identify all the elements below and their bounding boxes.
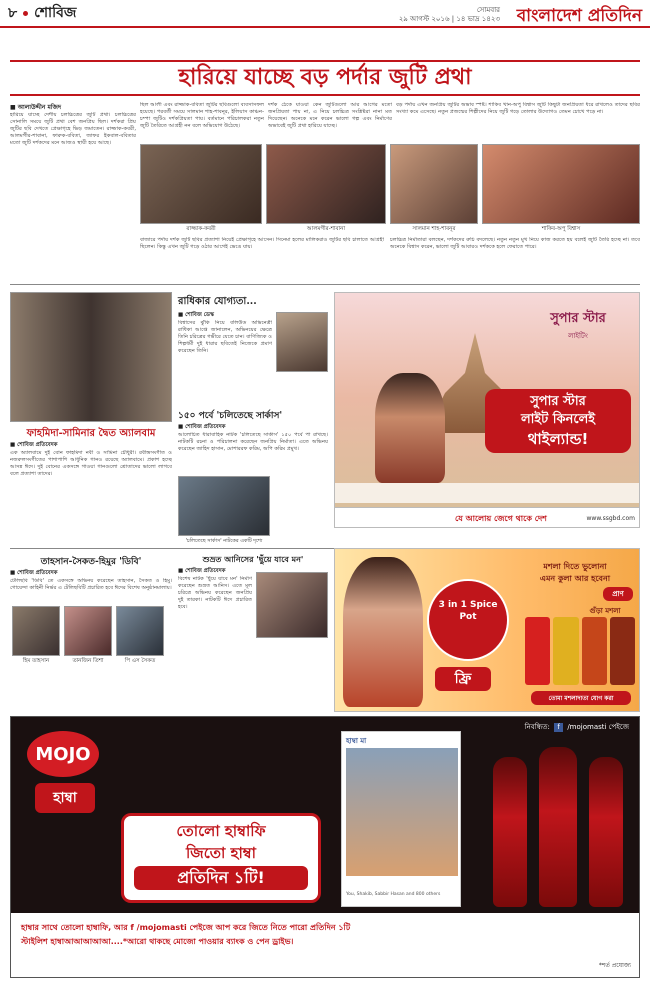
superstar-terms (335, 483, 640, 503)
photo-salman-shabnur (390, 144, 478, 224)
superstar-model (375, 373, 445, 483)
issue-date-text: ২৯ আগস্ট ২০১৬ | ১৪ ভাদ্র ১৪২৩ (398, 15, 500, 23)
mojo-hamba-logo: হাম্বা (35, 783, 95, 813)
photo-shwapno (256, 572, 328, 638)
story-shwapno-body: বিশেষ নাটক 'ছুঁয়ে যাবে মন' নির্মাণ করেছেন শুভ্রত আনিস। এতে মূল চরিত্রে অভিনয় করেছেন জনপ্রিয় দুই তারকা। নাটকটি ঈদে প্রচারিত হবে। (178, 576, 252, 610)
issue-date (390, 6, 500, 24)
story-tahsan-title: তাহসান-সৈকত-হিমুর 'ডিবি' (40, 557, 142, 567)
feature-byline: ■ আলাউদ্দীন মজিদ (10, 104, 62, 111)
caption-alamgir-shabana: আলমগীর-শাবানা (306, 226, 346, 232)
mojo-logo: MOJO (27, 731, 99, 777)
spice-line-1: মশলা দিতে ভুলোনা (543, 562, 607, 571)
mojo-bottom-line-1: হাম্বার সাথে তোলো হাম্বাফি, আর f /mojomasti পেইজে আপ করে জিতে নিতে পারো প্রতিদিন ১টি (21, 923, 351, 932)
mojo-sponsor-handle: /mojomasti পেইজে (567, 723, 629, 731)
mojo-bottom-bar (11, 913, 640, 978)
mojo-bottom-line-2: স্টাইলিশ হাম্বাআআআআআ....*আরো থাকছে মোজো পাওয়ার ব্যাংক ও পেন ড্রাইভ। (21, 937, 294, 946)
story-tahsan-body: টেলিছবি 'ডিবি' তে একসঙ্গে অভিনয় করেছেন তাহসান, সৈকত ও হিমু। গোয়েন্দা কাহিনী নির্ভর এ টেলিছবিটি প্রচারিত হবে ঈদের বিশেষ অনুষ্ঠানমালায়। (10, 578, 172, 591)
caption-tisha: তানজিন তিশা (72, 658, 104, 664)
mojo-post-stats: You, Shakib, Sabbir Hasan and 800 others (346, 892, 441, 897)
superstar-website: www.ssgbd.com (586, 515, 635, 522)
spice-packets (525, 617, 635, 685)
spice-line-2: এমন কুলা আর হবেনা (539, 574, 611, 583)
feature-body-3: দর্শক ঠেকে যাওয়া কেন জুটিগুলো আর আগের মতো জনপ্রিয়তা পায় না, এ নিয়ে চলচ্চিত্র সংশ্লিষ্টরা নানা মত দিয়েছেন। অনেকে মনে করেন ভালো গল্প এবং নির্মাণের অভাবেই জুটি প্রথা হারিয়ে যাচ্ছে। (268, 102, 392, 129)
spice-packet-4 (610, 617, 635, 685)
story-circus-body: আলোচিত ধারাবাহিক নাটক 'চলিতেছে সার্কাস' ১৫০ পর্বে পা রাখছে। নাটকটি রচনা ও পরিচালনা করেছেন জনপ্রিয় নির্মাতা। এতে অভিনয় করেছেন জাহিদ হাসান, মোশাররফ করিম, অপি করিম প্রমুখ। (178, 432, 328, 452)
caption-razzak-kabori: রাজ্জাক-কবরী (186, 226, 216, 232)
story-tahsan-body-2 (10, 668, 172, 708)
section-divider-1 (10, 284, 640, 285)
feature-body-4: বড় পর্দায় এখন জনপ্রিয় জুটির অভাব স্পষ্ট। শাকিব খান-অপু বিশ্বাস জুটি কিছুটা জনপ্রিয়তা ধরে রাখলেও তাদের ছবির সংখ্যা কমে এসেছে। নতুন প্রজন্মের শিল্পীদের নিয়ে জুটি গড়ে তোলার উদ্যোগও তেমন চোখে পড়ে না। (396, 102, 640, 115)
feature-headline-bar (10, 60, 640, 96)
ad-spice (334, 548, 640, 712)
story-shwapno-title: শুভ্রত আনিসের 'ছুঁয়ে যাবে মন' (202, 554, 304, 564)
ad-mojo (10, 716, 640, 978)
caption-shakib-apu: শাকিব-অপু বিশ্বাস (541, 226, 581, 232)
photo-tisha (64, 606, 112, 656)
story-shwapno-label: ■ শোবিজ প্রতিবেদক (178, 568, 226, 574)
ad-superstar (334, 292, 640, 528)
superstar-logo (535, 309, 621, 342)
photo-fahmida-samina (10, 292, 172, 422)
section-title: শোবিজ (34, 5, 77, 21)
mojo-fb-post (341, 731, 461, 907)
spice-packet-2 (553, 617, 578, 685)
superstar-headline-3: থাইল্যান্ড! (527, 430, 589, 448)
photo-radhika (276, 312, 328, 372)
story-radhika-label: ■ শোবিজ ডেস্ক (178, 312, 214, 318)
superstar-sub: লাইটিং (568, 332, 588, 340)
section-divider-2 (10, 548, 334, 549)
superstar-footer: যে আলোয় জেগে থাকে দেশ (455, 514, 547, 523)
spice-model (343, 557, 423, 707)
mojo-sponsor-prefix: নিবন্ধিত: (524, 723, 550, 731)
spice-pot-badge (427, 579, 509, 661)
spice-product: গুঁড়া মশলা (589, 607, 621, 615)
spice-pot-label: 3 in 1 Spice Pot (438, 600, 498, 622)
superstar-headline-2: লাইট কিনলেই (520, 412, 596, 427)
feature-headline: হারিয়ে যাচ্ছে বড় পর্দার জুটি প্রথা (178, 63, 472, 90)
mojo-bottle-1 (493, 757, 527, 907)
photo-saikat (116, 606, 164, 656)
photo-tahsan (12, 606, 60, 656)
photo-shakib-apu (482, 144, 640, 224)
story-circus-title: ১৫০ পর্বে 'চলিতেছে সার্কাস' (178, 411, 283, 421)
spice-free: ফ্রি (435, 667, 491, 691)
caption-tahsan: হিম তাহসান (22, 658, 50, 664)
mojo-headline (121, 813, 321, 903)
feature-body-6: চলচ্চিত্র নির্মাতারা বলছেন, দর্শকদের রুচি বদলেছে। নতুন নতুন মুখ নিয়ে কাজ করতে হয় বলেই জুটি তৈরি হচ্ছে না। তবে অনেকে বিশ্বাস করেন, ভালো জুটি আবারও দর্শককে হলে ফেরাতে পারে। (390, 237, 640, 250)
caption-salman-shabnur: সালমান শাহ-শাবনূর (412, 226, 456, 232)
spice-packet-1 (525, 617, 550, 685)
mojo-line-2: জিতো হাম্বা (186, 844, 256, 862)
story-fahmida-title: ফাহমিদা-সামিনার দ্বৈত অ্যালবাম (26, 428, 156, 439)
superstar-footer-bar (335, 507, 640, 528)
photo-alamgir-shabana (266, 144, 386, 224)
mojo-bottom-note: *শর্ত প্রযোজ্য (598, 962, 631, 969)
story-circus-body-2 (274, 476, 328, 536)
story-tahsan-label: ■ শোবিজ প্রতিবেদক (10, 570, 58, 576)
feature-body-2: ছিল আলী এবং রাজ্জাক-ববিতা জুটির ছবিগুলো ব্যবসাসফল হয়েছে। পরবর্তী সময়ে সালমান শাহ-শাবনূর, ইলিয়াস কাঞ্চন-চম্পা জুটিও দর্শকপ্রিয়তা পায়। বর্তমানে পরিচালকরা নতুন জুটি তৈরিতে আগ্রহী নন বলে অভিযোগ উঠেছে। (140, 102, 264, 129)
photo-circus (178, 476, 270, 536)
page-separator (23, 11, 28, 16)
mojo-bottle-3 (589, 757, 623, 907)
mojo-line-3: প্রতিদিন ১টি! (134, 866, 308, 890)
story-radhika-title: রাধিকার যোগ্যতা... (178, 296, 257, 307)
story-fahmida-body: এক অ্যালবামে দুই বোন ফাহমিদা নবী ও সামিনা চৌধুরী। রবীন্দ্রসংগীত ও নজরুলসংগীতের পাশাপাশি আধুনিক গানও রয়েছে অ্যালবামে। প্রকাশ হচ্ছে আসন্ন ঈদে। দুই বোনের একসঙ্গে গাওয়া গানগুলো শ্রোতাদের ভালো লাগবে বলে প্রত্যাশা তাদের। (10, 450, 172, 477)
mojo-sponsor (525, 721, 629, 733)
newspaper-brand: বাংলাদেশ প্রতিদিন (516, 6, 642, 26)
spice-footer: তোমা মশলাদাতা যোগ করা (531, 691, 631, 705)
caption-saikat: পি এস সৈকত (124, 658, 156, 664)
story-circus-label: ■ শোবিজ প্রতিবেদক (178, 424, 226, 430)
mojo-bottles (481, 747, 631, 907)
photo-razzak-kabori (140, 144, 262, 224)
mojo-bottle-2 (539, 747, 577, 907)
spice-brand: প্রাণ (603, 587, 633, 601)
mojo-line-1: তোলো হাম্বাফি (176, 822, 266, 840)
story-fahmida-label: ■ শোবিজ প্রতিবেদক (10, 442, 58, 448)
superstar-headline (485, 389, 631, 453)
mojo-post-image (346, 748, 458, 876)
feature-story (0, 32, 650, 282)
issue-day: সোমবার (476, 6, 500, 14)
masthead (0, 0, 650, 28)
feature-body-5: বাজারে পর্দায় দর্শক জুটি ছবির প্রত্যাশা নিয়েই প্রেক্ষাগৃহে আসেন। সিনেমা হলের মালিকরাও জুটির ছবি চালাতে আগ্রহী ছিলেন। কিন্তু এখন জুটি গড়ে ওঠার আগেই ভেঙে যায়। (140, 237, 384, 250)
facebook-icon: f (554, 723, 563, 732)
story-circus-caption: 'চলিতেছে সার্কাস' নাটকের একটি দৃশ্যে (185, 538, 263, 544)
spice-packet-3 (582, 617, 607, 685)
mojo-post-title: হাম্বা মা (346, 737, 367, 745)
story-radhika-body: বিশ্বাসের ঝুঁকি নিয়ে বলিউড অভিনেত্রী রাধিকা আপ্তে জানালেন, অভিনয়ের ক্ষেত্রে তিনি চরিত্রের গভীরে যেতে চান। বাণিজ্যিক ও শিল্পধর্মী দুই ধারার ছবিতেই নিজেকে প্রমাণ করেছেন তিনি। (178, 320, 272, 354)
superstar-headline-1: সুপার স্টার (530, 394, 586, 409)
page-number: ৮ (8, 5, 18, 21)
superstar-brand: সুপার স্টার (550, 311, 606, 326)
feature-body-1: হারিয়ে যাচ্ছে দেশীয় চলচ্চিত্রের জুটি প্রথা। চলচ্চিত্রের সোনালি সময়ে জুটি প্রথা বেশ জনপ্রিয় ছিল। দর্শকরা প্রিয় জুটির ছবি দেখতে প্রেক্ষাগৃহে ভিড় জমাতেন। রাজ্জাক-কবরী, আলমগীর-শাবানা, ফারুক-ববিতা, জাফর ইকবাল-ববিতার মতো জুটি দর্শকদের মনে আজও স্থায়ী হয়ে আছে। (10, 112, 136, 146)
